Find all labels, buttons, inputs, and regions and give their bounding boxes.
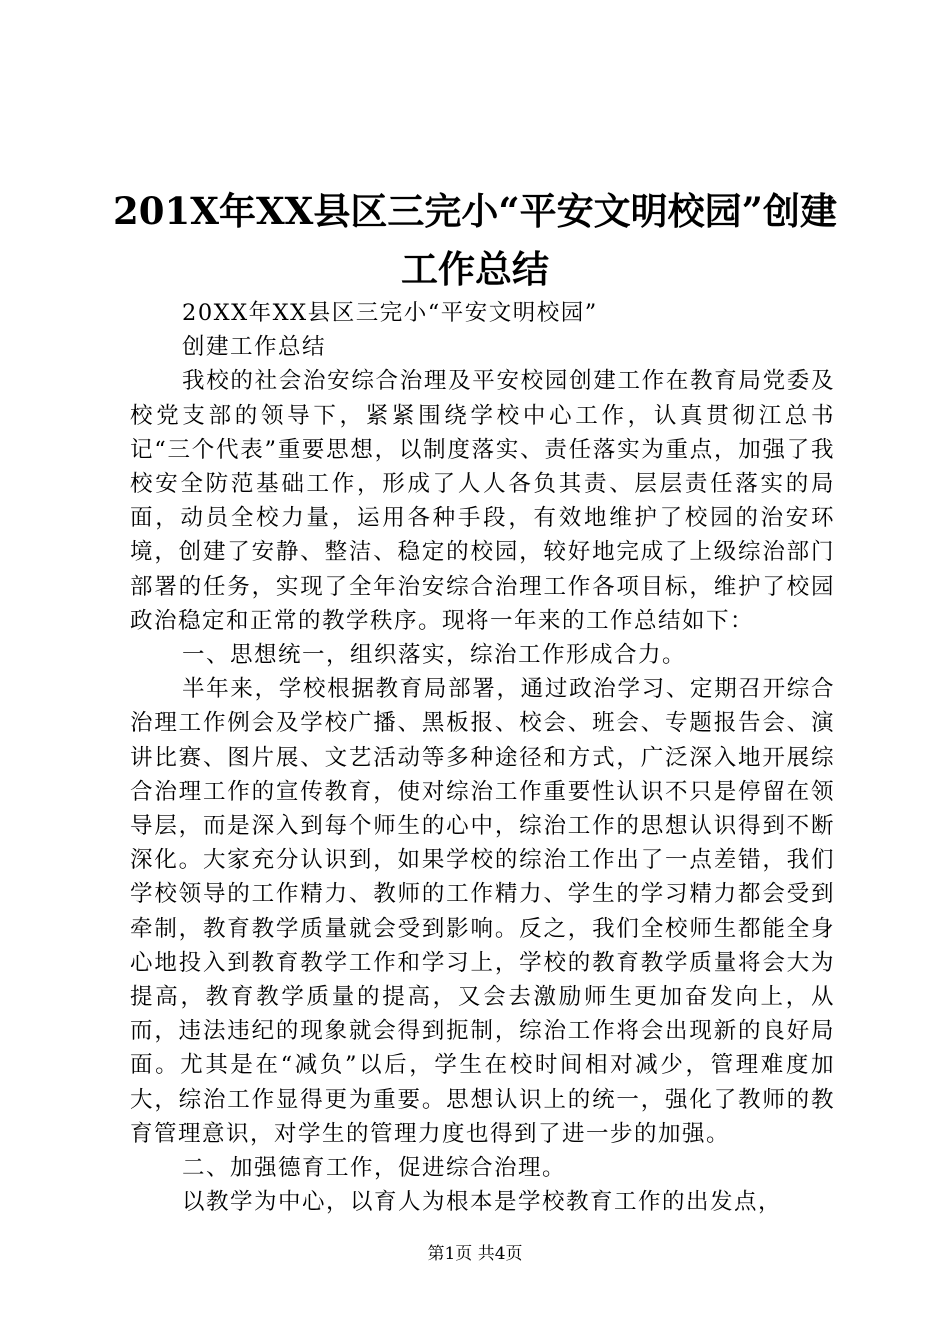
document-body [130,296,835,1219]
section-heading-1: 一、思想统一，组织落实，综治工作形成合力。 [182,642,687,669]
subtitle-line1: 20XX年XX县区三完小“平安文明校园” [182,300,598,326]
paragraph-intro: 我校的社会治安综合治理及平安校园创建工作在教育局党委及校党支部的领导下，紧紧围绕学校中心工作，认真贯彻江总书记“三个代表”重要思想，以制度落实、责任落实为重点，加强了我校安全防范基础工作，形成了人人各负其责、层层责任落实的局面，动员全校力量，运用各种手段，有效地维护了校园的治安环境，创建了安静、整洁、稳定的校园，较好地完成了上级综治部门部署的任务，实现了全年治安综合治理工作各项目标，维护了校园政治稳定和正常的教学秩序。现将一年来的工作总结如下： [130,368,835,634]
document-title-line2: 工作总结 [401,247,549,291]
page-number-footer: 第1页 共4页 [427,1244,523,1264]
subtitle-line2: 创建工作总结 [182,334,327,361]
paragraph-section-2: 以教学为中心，以育人为根本是学校教育工作的出发点， [182,1189,783,1216]
document-title-line1: 201X年XX县区三完小“平安文明校园”创建 [113,189,837,233]
paragraph-section-1: 半年来，学校根据教育局部署，通过政治学习、定期召开综合治理工作例会及学校广播、黑板报、校会、班会、专题报告会、演讲比赛、图片展、文艺活动等多种途径和方式，广泛深入地开展综合治理工作的宣传教育，使对综治工作重要性认识不只是停留在领导层，而是深入到每个师生的心中，综治工作的思想认识得到不断深化。大家充分认识到，如果学校的综治工作出了一点差错，我们学校领导的工作精力、教师的工作精力、学生的学习精力都会受到牵制，教育教学质量就会受到影响。反之，我们全校师生都能全身心地投入到教育教学工作和学习上，学校的教育教学质量将会大为提高，教育教学质量的提高，又会去激励师生更加奋发向上，从而，违法违纪的现象就会得到扼制，综治工作将会出现新的良好局面。尤其是在“减负”以后，学生在校时间相对减少，管理难度加大，综治工作显得更为重要。思想认识上的统一，强化了教师的教育管理意识，对学生的管理力度也得到了进一步的加强。 [130,676,835,1147]
section-heading-2: 二、加强德育工作，促进综合治理。 [182,1155,567,1182]
